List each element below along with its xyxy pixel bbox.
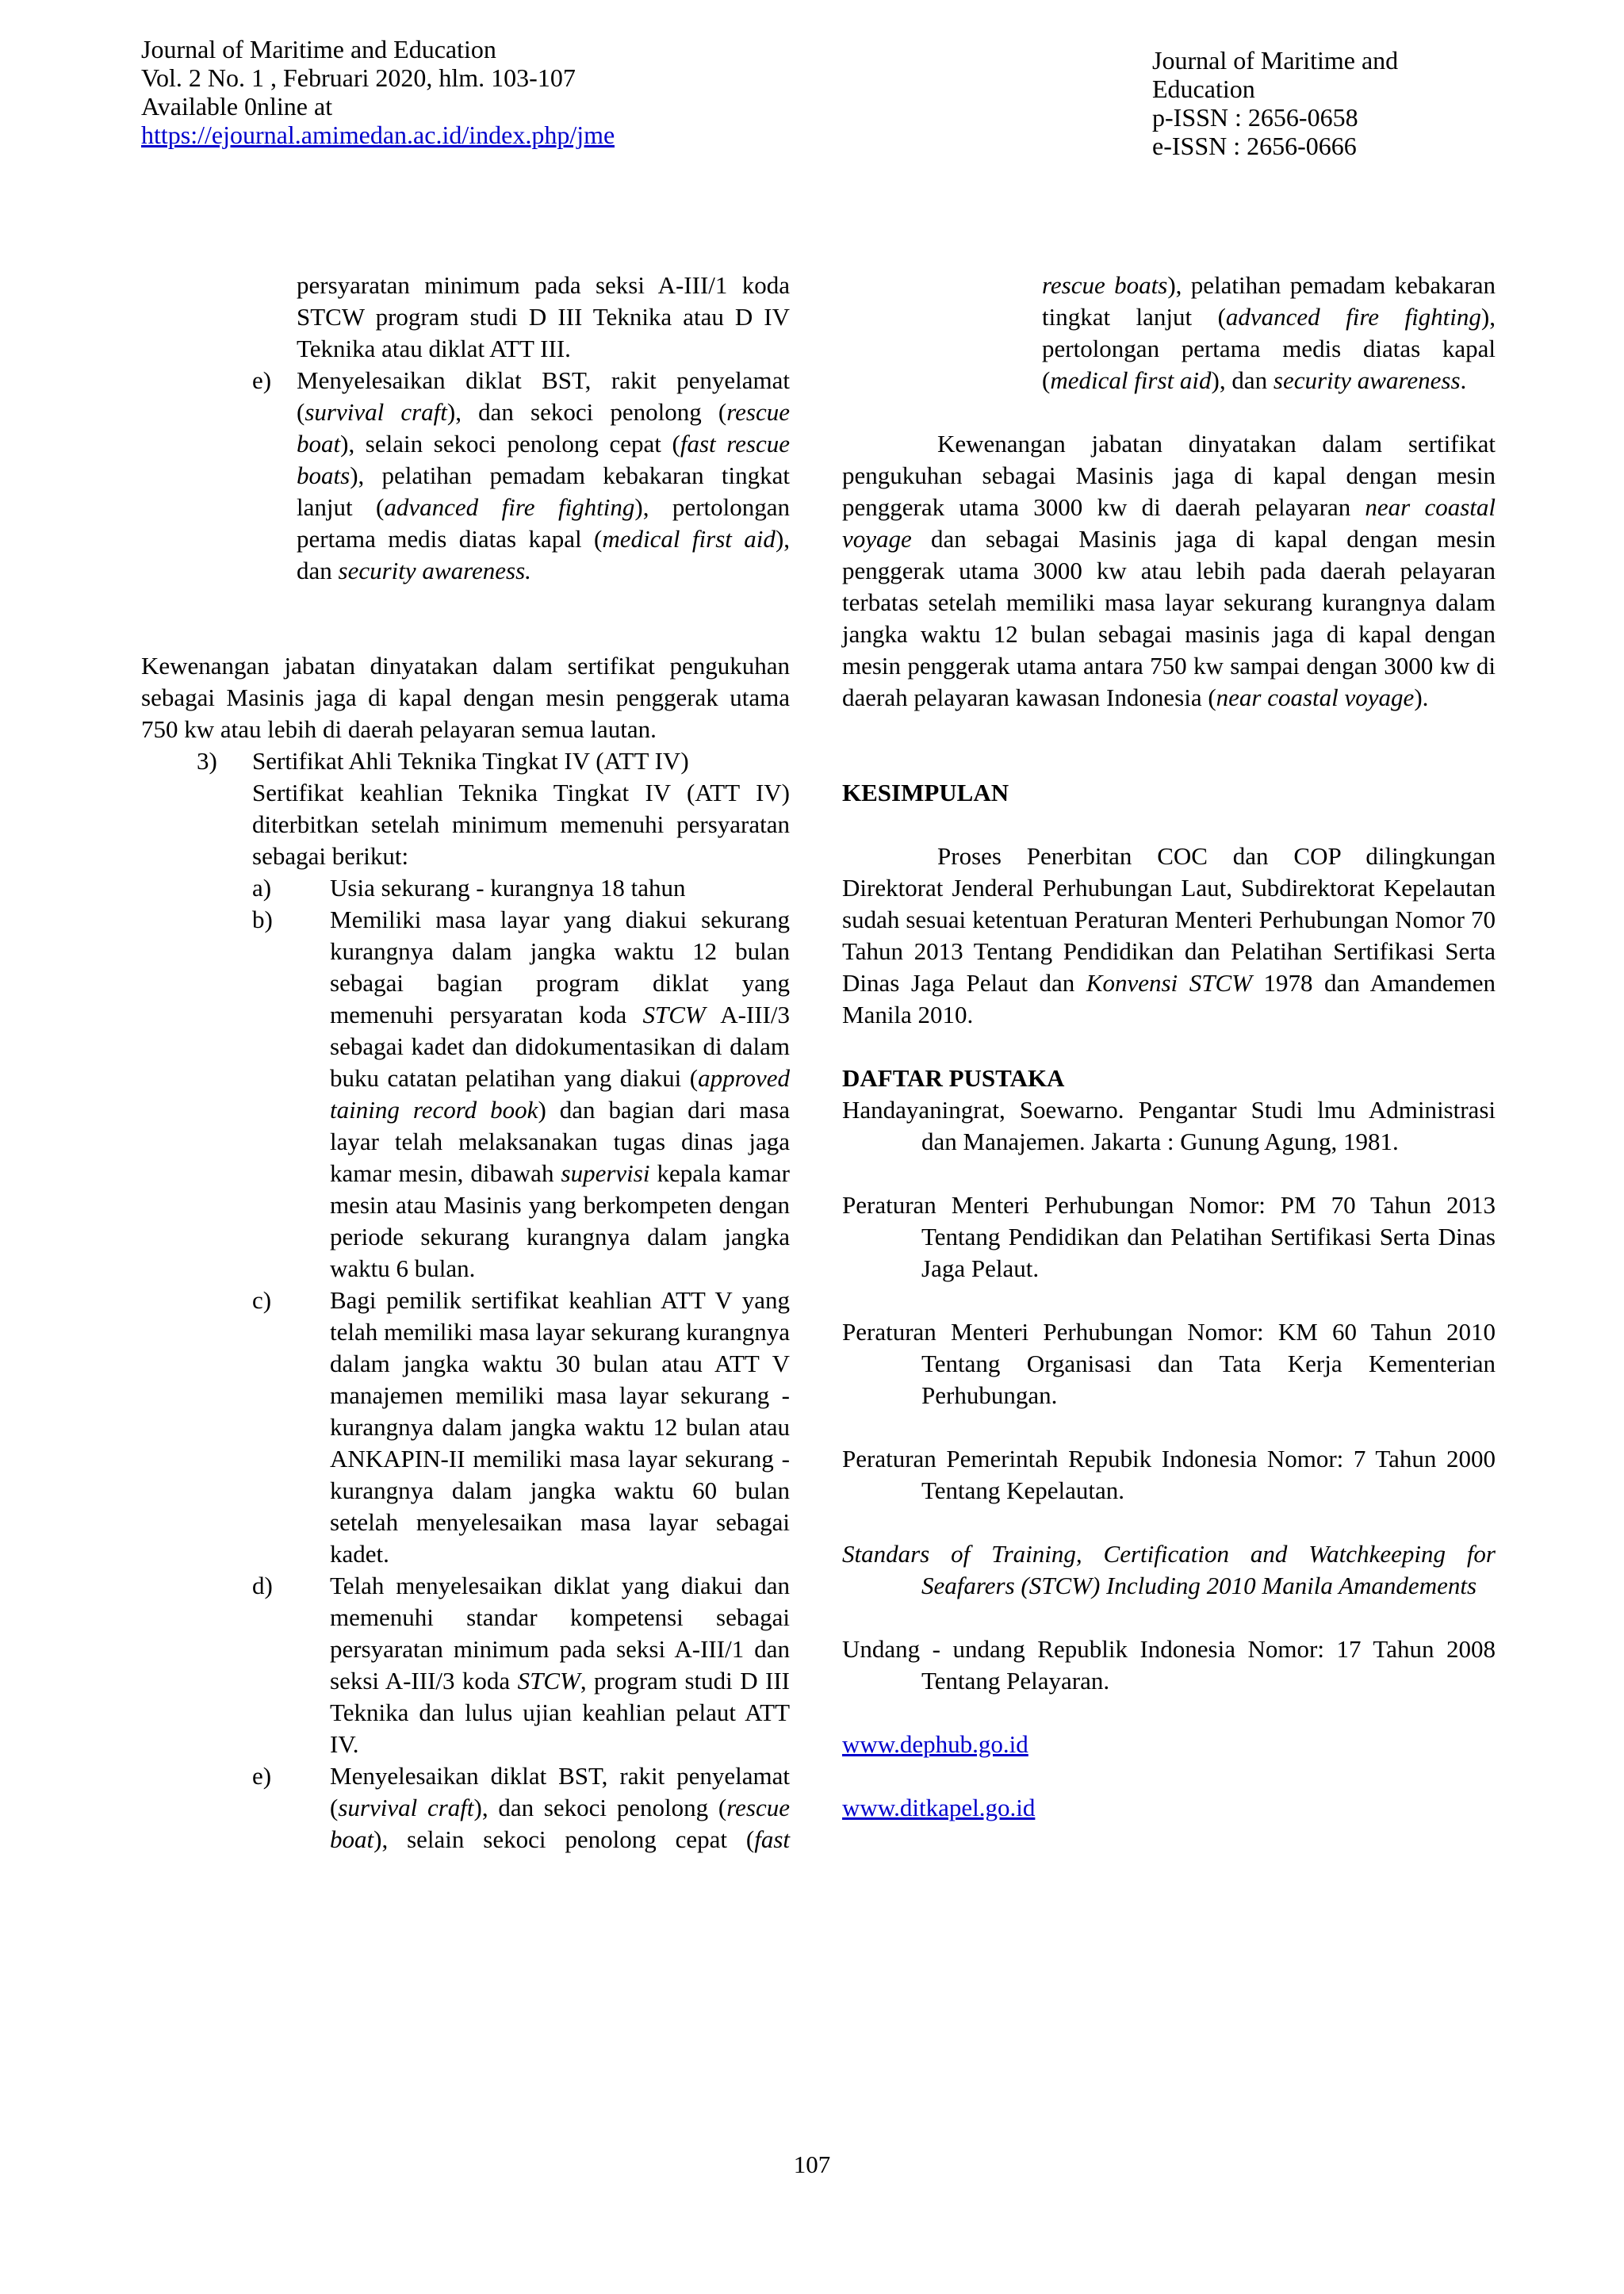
right-column — [842, 270, 1496, 1824]
journal-header-left — [141, 35, 615, 149]
journal-volume: Vol. 2 No. 1 , Februari 2020, hlm. 103-107 — [141, 63, 576, 92]
authority-paragraph: Kewenangan jabatan dinyatakan dalam sertifikat pengukuhan sebagai Masinis jaga di kapal dengan mesin penggerak utama 750 kw atau lebih di daerah pelayaran semua lautan. — [141, 652, 790, 743]
journal-title: Journal of Maritime and Education — [141, 35, 496, 63]
reference-link-dephub[interactable]: www.dephub.go.id — [842, 1730, 1028, 1758]
conclusion-heading: KESIMPULAN — [842, 779, 1009, 806]
section-intro: Sertifikat keahlian Teknika Tingkat IV (ATT IV) diterbitkan setelah minimum memenuhi persyaratan sebagai berikut: — [252, 779, 790, 870]
list-item-b: b) Memiliki masa layar yang diakui sekurang kurangnya dalam jangka waktu 12 bulan sebagai bagian program diklat yang memenuhi persyaratan koda STCW A-III/3 sebagai kadet dan didokumentasikan di dalam buku catatan pelatihan yang diakui (approved taining record book) dan bagian dari masa layar telah melaksanakan tugas dinas jaga kamar mesin, dibawah supervisi kepala kamar mesin atau Masinis yang berkompeten dengan periode sekurang kurangnya dalam jangka waktu 6 bulan. — [252, 906, 791, 1282]
reference-item-4: Peraturan Pemerintah Repubik Indonesia Nomor: 7 Tahun 2000 Tentang Kepelautan. — [842, 1445, 1496, 1504]
reference-link-ditkapel[interactable]: www.ditkapel.go.id — [842, 1794, 1036, 1821]
reference-item-6: Undang - undang Republik Indonesia Nomor: 17 Tahun 2008 Tentang Pelayaran. — [842, 1635, 1496, 1695]
references-heading: DAFTAR PUSTAKA — [842, 1064, 1065, 1092]
e-issn: e-ISSN : 2656-0666 — [1152, 132, 1357, 160]
list-item-a: a) Usia sekurang - kurangnya 18 tahun — [252, 874, 686, 902]
continued-paragraph: persyaratan minimum pada seksi A-III/1 koda STCW program studi D III Teknika atau D IV Teknika atau diklat ATT III. — [297, 271, 790, 362]
page-number: 107 — [793, 2150, 831, 2178]
list-item-d: d) Telah menyelesaikan diklat yang diakui dan memenuhi standar kompetensi sebagai persyaratan minimum pada seksi A-III/1 dan seksi A-III/3 koda STCW, program studi D III Teknika dan lulus ujian keahlian pelaut ATT IV. — [252, 1572, 790, 1758]
p-issn: p-ISSN : 2656-0658 — [1152, 103, 1358, 132]
reference-item-5: Standars of Training, Certification and Watchkeeping for Seafarers (STCW) Including 2010 Manila Amandements — [842, 1540, 1496, 1599]
reference-item-1: Handayaningrat, Soewarno. Pengantar Studi lmu Administrasi dan Manajemen. Jakarta : Gunung Agung, 1981. — [842, 1096, 1496, 1155]
list-item-e-second: e) Menyelesaikan diklat BST, rakit penyelamat (survival craft), dan sekoci penolong (rescue boat), selain sekoci penolong cepat (fast — [252, 1762, 790, 1853]
list-item-e-first — [141, 365, 790, 587]
left-column — [141, 270, 790, 1855]
section-subtitle: Sertifikat Ahli Teknika Tingkat IV (ATT IV) — [252, 747, 689, 775]
continued-list-item: rescue boats), pelatihan pemadam kebakaran tingkat lanjut (advanced fire fighting), pertolongan pertama medis diatas kapal (medical first aid), dan security awareness. — [1042, 271, 1496, 394]
numbered-item-3 — [141, 745, 790, 872]
numbered-label: 3) — [197, 747, 217, 775]
journal-url-link[interactable]: https://ejournal.amimedan.ac.id/index.php/jme — [141, 121, 615, 149]
journal-title-right-1: Journal of Maritime and — [1152, 46, 1399, 75]
list-item-c: c) Bagi pemilik sertifikat keahlian ATT V yang telah memiliki masa layar sekurang kurangnya dalam jangka waktu 30 bulan atau ATT V manajemen memiliki masa layar sekurang - kurangnya dalam jangka waktu 12 bulan atau ANKAPIN-II memiliki masa layar sekurang - kurangnya dalam jangka waktu 60 bulan setelah menyelesaikan masa layar sebagai kadet. — [252, 1286, 790, 1568]
list-label: e) — [252, 366, 272, 394]
conclusion-paragraph: Proses Penerbitan COC dan COP dilingkungan Direktorat Jenderal Perhubungan Laut, Subdirektorat Kepelautan sudah sesuai ketentuan Peraturan Menteri Perhubungan Nomor 70 Tahun 2013 Tentang Pendidikan dan Pelatihan Sertifikasi Serta Dinas Jaga Pelaut dan Konvensi STCW 1978 dan Amandemen Manila 2010. — [842, 842, 1496, 1028]
authority-paragraph-right: Kewenangan jabatan dinyatakan dalam sertifikat pengukuhan sebagai Masinis jaga di kapal dengan mesin penggerak utama 3000 kw di daerah pelayaran near coastal voyage dan sebagai Masinis jaga di kapal dengan mesin penggerak utama 3000 kw atau lebih pada daerah pelayaran terbatas setelah memiliki masa layar sekurang kurangnya dalam jangka waktu 12 bulan sebagai masinis jaga di kapal dengan mesin penggerak utama antara 750 kw sampai dengan 3000 kw di daerah pelayaran kawasan Indonesia (near coastal voyage). — [842, 430, 1496, 711]
reference-item-2: Peraturan Menteri Perhubungan Nomor: PM 70 Tahun 2013 Tentang Pendidikan dan Pelatihan Sertifikasi Serta Dinas Jaga Pelaut. — [842, 1191, 1496, 1282]
list-item-text: Menyelesaikan diklat BST, rakit penyelamat (survival craft), dan sekoci penolong (rescue boat), selain sekoci penolong cepat (fast rescue boats), pelatihan pemadam kebakaran tingkat lanjut (advanced fire fighting), pertolongan pertama medis diatas kapal (medical first aid), dan security awareness. — [297, 366, 791, 584]
journal-header-right — [1152, 46, 1565, 160]
journal-availability: Available 0nline at — [141, 92, 333, 121]
journal-title-right-2: Education — [1152, 75, 1255, 103]
reference-item-3: Peraturan Menteri Perhubungan Nomor: KM 60 Tahun 2010 Tentang Organisasi dan Tata Kerja Kementerian Perhubungan. — [842, 1318, 1496, 1409]
